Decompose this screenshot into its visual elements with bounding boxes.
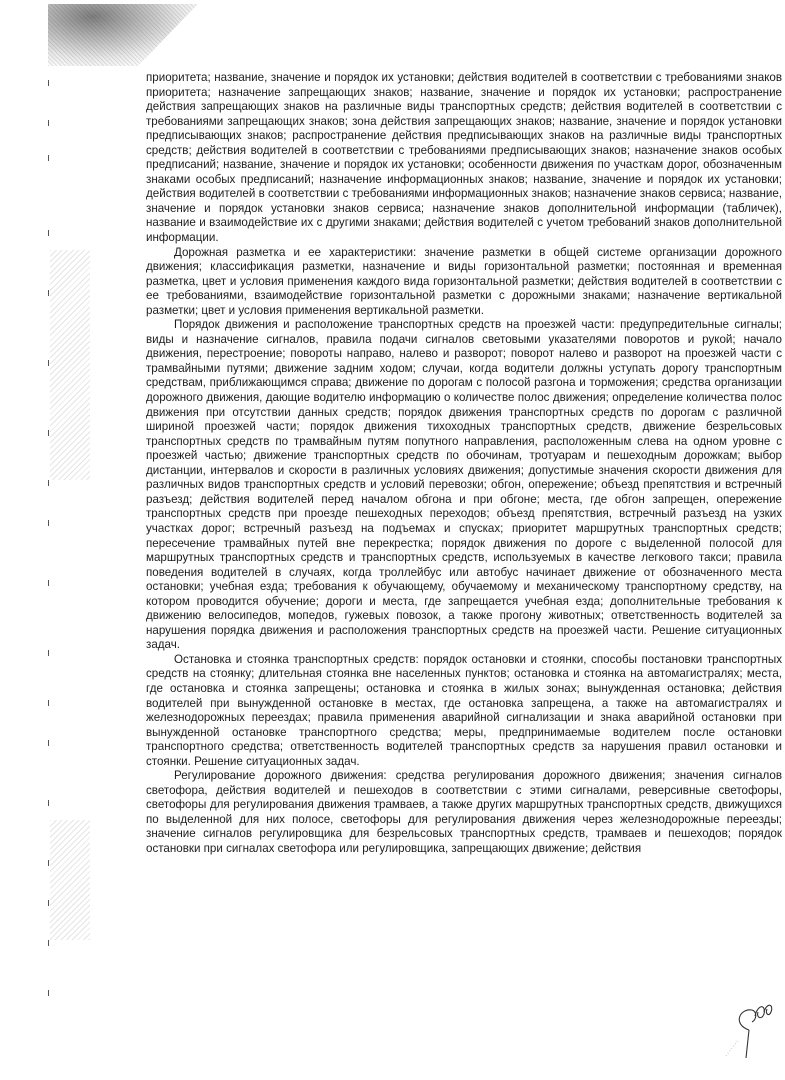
- handwritten-signature: [722, 1000, 774, 1060]
- document-body: [146, 71, 782, 857]
- scan-artifact-smudge: [48, 4, 198, 66]
- paragraph-stopping-parking: Остановка и стоянка транспортных средств: порядок остановки и стоянки, способы постановки транспортных средств на стоянку; длительная стоянка вне населенных пунктов; остановка и стоянка на автомагистралях; места, где остановка и стоянка запрещены; остановка и стоянка в жилых зонах; вынужденная остановка; действия водителей при вынужденной остановке в местах, где остановка запрещена, а также на автомагистралях и железнодорожных переездах; правила применения аварийной сигнализации и знака аварийной остановки при вынужденной остановке транспортного средства; меры, предпринимаемые водителем после остановки транспортного средства; ответственность водителей транспортных средств за нарушения правил остановки и стоянки. Решение ситуационных задач.: [146, 652, 782, 768]
- paragraph-road-signs-continued: приоритета; название, значение и порядок их установки; действия водителей в соответствии с требованиями знаков приоритета; назначение запрещающих знаков; название, значение и порядок их установки; распространение действия запрещающих знаков на различные виды транспортных средств; действия водителей в соответствии с требованиями запрещающих знаков; зона действия запрещающих знаков; название, значение и порядок установки предписывающих знаков; распространение действия предписывающих знаков на различные виды транспортных средств; действия водителей в соответствии с требованиями предписывающих знаков; назначение знаков особых предписаний; название, значение и порядок их установки; особенности движения по участкам дорог, обозначенным знаками особых предписаний; назначение информационных знаков; название, значение и порядок их установки; действия водителей в соответствии с требованиями информационных знаков; назначение знаков сервиса; название, значение и порядок установки знаков сервиса; назначение знаков дополнительной информации (табличек), название и взаимодействие их с другими знаками; действия водителей с учетом требований знаков дополнительной информации.: [146, 71, 782, 245]
- margin-scan-noise: [50, 820, 90, 940]
- paragraph-road-markings: Дорожная разметка и ее характеристики: значение разметки в общей системе организации дорожного движения; классификация разметки, назначение и виды горизонтальной разметки; постоянная и временная разметка, цвет и условия применения каждого вида горизонтальной разметки; действия водителей в соответствии с ее требованиями, взаимодействие горизонтальной разметки с дорожными знаками; назначение вертикальной разметки; цвет и условия применения вертикальной разметки.: [146, 245, 782, 317]
- margin-binding-marks: [48, 60, 54, 1040]
- paragraph-traffic-order: Порядок движения и расположение транспортных средств на проезжей части: предупредительные сигналы; виды и назначение сигналов, правила подачи сигналов световыми указателями поворотов и рукой; начало движения, перестроение; повороты направо, налево и разворот; поворот налево и разворот на проезжей части с трамвайными путями; движение задним ходом; случаи, когда водители должны уступать дорогу транспортным средствам, приближающимся справа; движение по дорогам с полосой разгона и торможения; средства организации дорожного движения, дающие водителю информацию о количестве полос движения; определение количества полос движения при отсутствии данных средств; порядок движения транспортных средств по дорогам с различной шириной проезжей части; порядок движения тихоходных транспортных средств, движение безрельсовых транспортных средств по трамвайным путям попутного направления, расположенным слева на одном уровне с проезжей частью; движение транспортных средств по обочинам, тротуарам и пешеходным дорожкам; выбор дистанции, интервалов и скорости в различных условиях движения; допустимые значения скорости движения для различных видов транспортных средств и условий перевозки; обгон, опережение; объезд препятствия и встречный разъезд; действия водителей перед началом обгона и при обгоне; места, где обгон запрещен, опережение транспортных средств при проезде пешеходных переходов; объезд препятствия, встречный разъезд на узких участках дорог; встречный разъезд на подъемах и спусках; приоритет маршрутных транспортных средств; пересечение трамвайных путей вне перекрестка; порядок движения по дороге с выделенной полосой для маршрутных транспортных средств и транспортных средств, используемых в качестве легкового такси; правила поведения водителей в случаях, когда троллейбус или автобус начинает движение от обозначенного места остановки; учебная езда; требования к обучающему, обучаемому и механическому транспортному средству, на котором проводится обучение; дороги и места, где запрещается учебная езда; дополнительные требования к движению велосипедов, мопедов, гужевых повозок, а также прогону животных; ответственность водителей за нарушения порядка движения и расположения транспортных средств на проезжей части. Решение ситуационных задач.: [146, 318, 782, 652]
- margin-scan-noise: [50, 250, 90, 480]
- paragraph-traffic-regulation: Регулирование дорожного движения: средства регулирования дорожного движения; значения сигналов светофора, действия водителей и пешеходов в соответствии с этими сигналами, реверсивные светофоры, светофоры для регулирования движения трамваев, а также других маршрутных транспортных средств, движущихся по выделенной для них полосе, светофоры для регулирования движения через железнодорожные переезды; значение сигналов регулировщика для безрельсовых транспортных средств, трамваев и пешеходов; порядок остановки при сигналах светофора или регулировщика, запрещающих движение; действия: [146, 769, 782, 855]
